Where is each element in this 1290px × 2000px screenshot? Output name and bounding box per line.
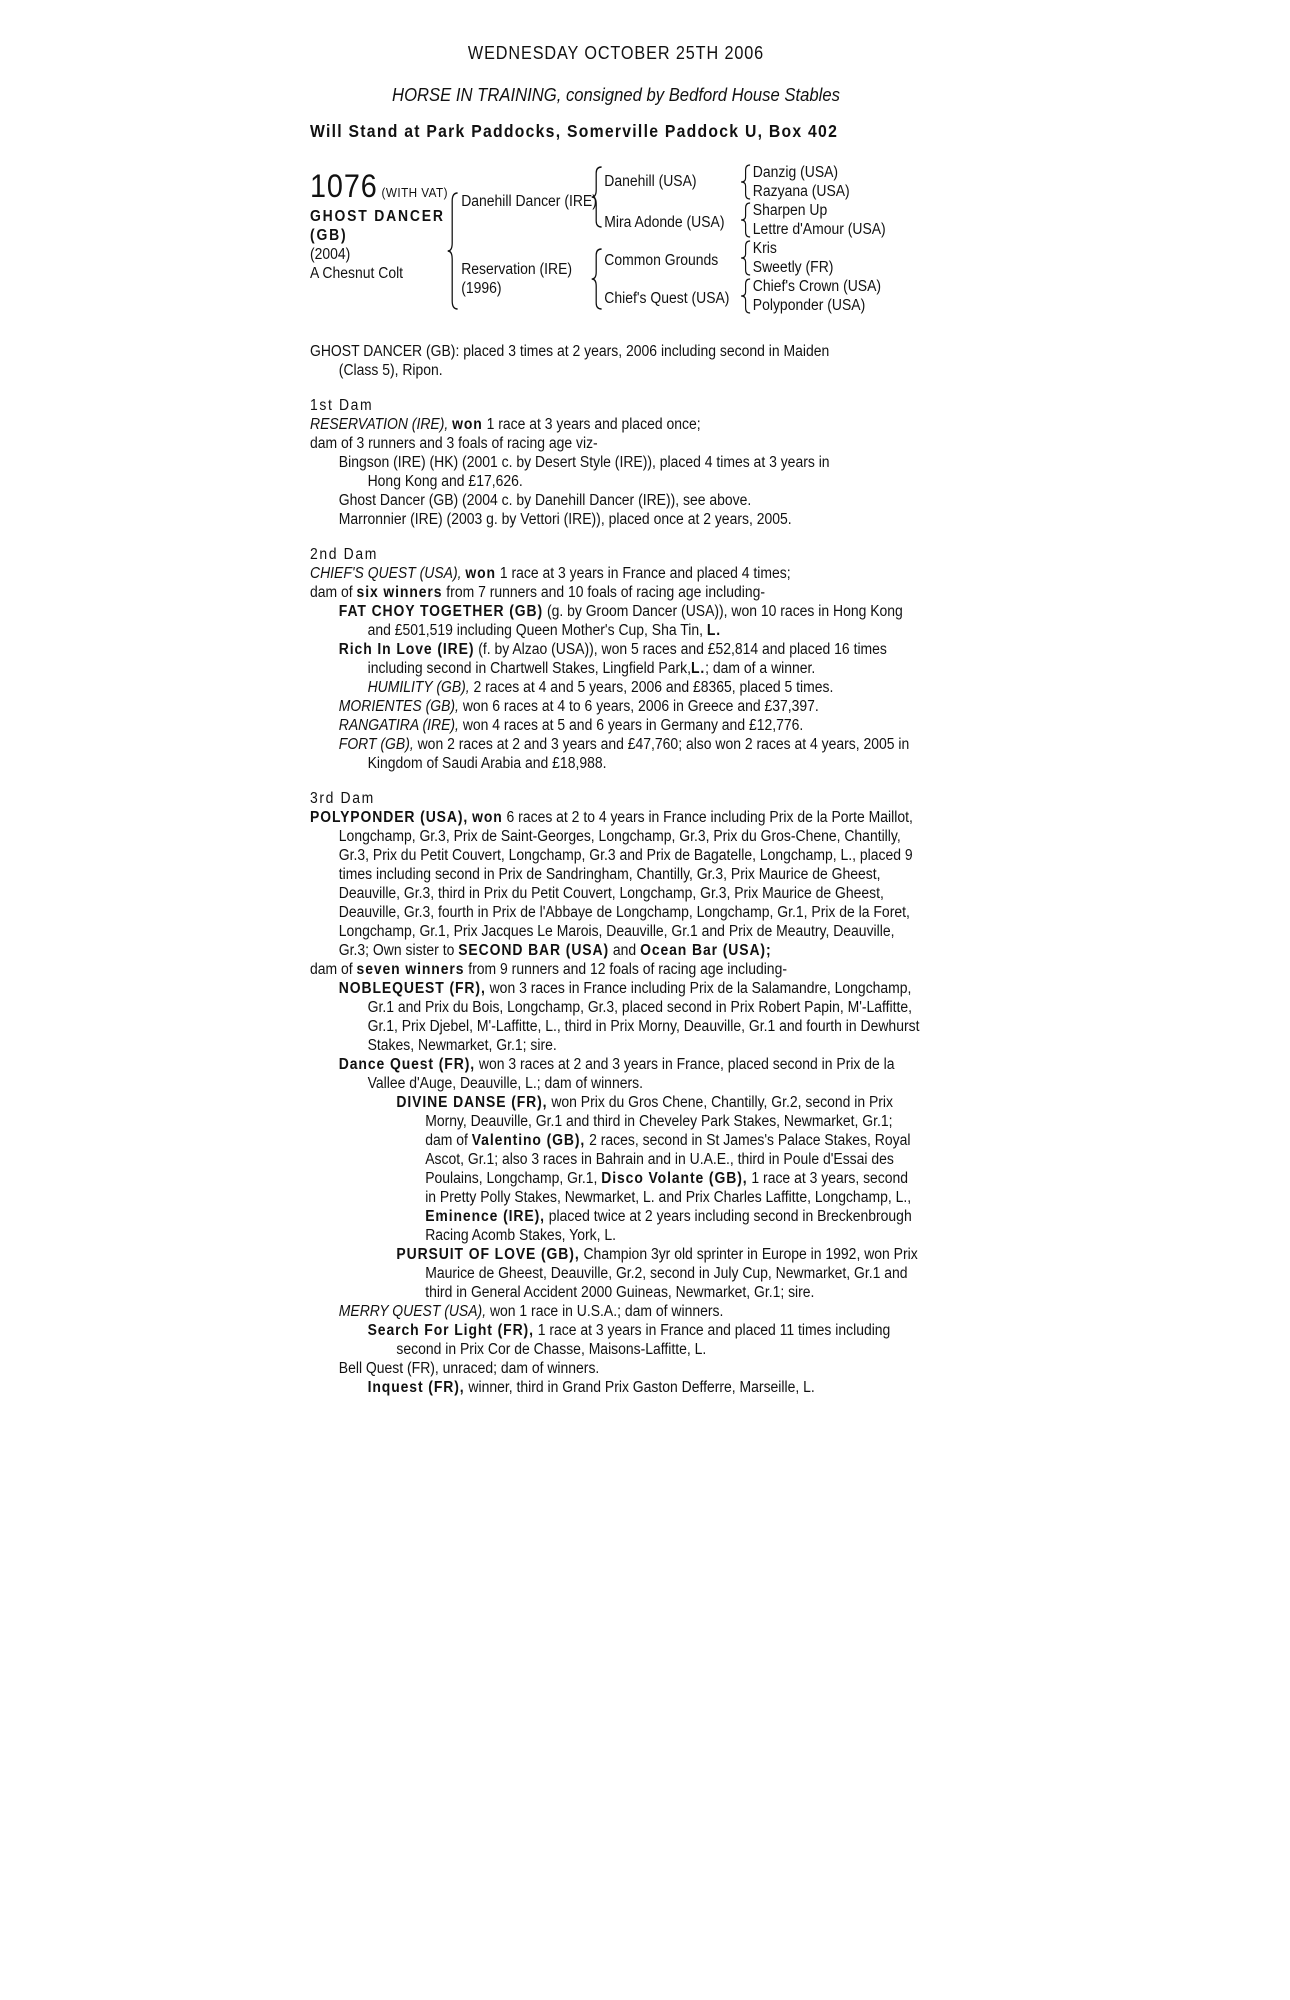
brace-g3 [740,239,751,277]
produce-bingson-cont: Hong Kong and £17,626. [367,473,523,490]
produce-noblequest [310,979,922,1055]
pedigree-sire: Danehill Dancer (IRE) [461,193,597,210]
disco-volante-record: 1 race at 3 years, second in Pretty Polly Stakes, Newmarket, L. and Prix Charles Laffitte, Longchamp, L., [425,1170,912,1206]
humility-name: HUMILITY (GB), [367,679,470,696]
noblequest-name: NOBLEQUEST (FR), [338,980,486,997]
pedigree-g4: Lettre d'Amour (USA) [752,221,886,238]
third-dam-name: POLYPONDER (USA), [310,809,469,826]
consignment-line: HORSE IN TRAINING, consigned by Bedford House Stables [392,84,840,105]
produce-morientes [310,697,922,716]
pedigree-g2: Razyana (USA) [752,183,850,200]
brace-g2 [740,201,751,239]
pedigree-g3: Sharpen Up [752,202,828,219]
produce-ghost-dancer: Ghost Dancer (GB) (2004 c. by Danehill Dancer (IRE)), see above. [338,492,752,509]
pedigree-g5: Kris [752,240,777,257]
race-summary [310,342,922,380]
pursuit-of-love-name: PURSUIT OF LOVE (GB), [396,1246,580,1263]
third-dam-heading: 3rd Dam [310,790,375,807]
third-dam-won: won [472,809,503,826]
third-dam-section [310,789,922,1397]
horse-description: A Chesnut Colt [310,265,404,282]
pedigree-g8: Polyponder (USA) [752,297,866,314]
pedigree-g6: Sweetly (FR) [752,259,834,276]
dance-quest-record: won 3 races at 2 and 3 years in France, placed second in Prix de la Vallee d'Auge, Deauville, L.; dam of winners. [367,1056,895,1092]
first-dam-name: RESERVATION (IRE), [310,416,449,433]
sale-date: WEDNESDAY OCTOBER 25TH 2006 [467,43,765,63]
dam-of-post: from 7 runners and 10 foals of racing age including- [446,584,766,601]
noblequest-record: won 3 races in France including Prix de la Salamandre, Longchamp, Gr.1 and Prix du Bois, Longchamp, Gr.3, placed second in Prix Robert Papin, M'-Laffitte, Gr.1, Prix Djebel, M'-Laffitte, L., third in Prix Morny, Deauville, Gr.1 and fourth in Dewhurst Stakes, Newmarket, Gr.1; sire. [367,980,920,1054]
second-dam-heading: 2nd Dam [310,546,378,563]
produce-fat-choy [310,602,922,640]
third-dam-of-pre: dam of [310,961,353,978]
eminence-name: Eminence (IRE), [425,1208,545,1225]
inquest-record: winner, third in Grand Prix Gaston Defferre, Marseille, L. [468,1379,815,1396]
first-dam-heading: 1st Dam [310,397,374,414]
produce-bingson: Bingson (IRE) (HK) (2001 c. by Desert Style (IRE)), placed 4 times at 3 years in [338,454,830,471]
produce-fort [310,735,922,773]
first-dam-won: won [452,416,483,433]
produce-merry-quest [310,1302,922,1321]
pedigree-dam-sire: Common Grounds [604,252,719,269]
first-dam-section [310,396,922,529]
brace-g1 [740,163,751,201]
stand-location: Will Stand at Park Paddocks, Somerville Paddock U, Box 402 [310,121,839,141]
fat-choy-name: FAT CHOY TOGETHER (GB) [338,603,544,620]
search-for-light-record: 1 race at 3 years in France and placed 11 times including second in Prix Cor de Chasse, Maisons-Laffitte, L. [396,1322,891,1358]
second-dam-section [310,545,922,773]
fat-choy-record: (g. by Groom Dancer (USA)), won 10 races in Hong Kong and £501,519 including Queen Mother's Cup, Sha Tin, [367,603,903,639]
horse-origin: (GB) [310,227,348,244]
second-dam-name: CHIEF'S QUEST (USA), [310,565,462,582]
valentino-name: Valentino (GB), [471,1132,586,1149]
brace-sire-line [591,165,604,229]
eminence-record: placed twice at 2 years including second in Breckenbrough Racing Acomb Stakes, York, L. [425,1208,912,1244]
brace-parents [447,191,460,311]
pedigree-sire-sire: Danehill (USA) [604,173,697,190]
divine-danse-name: DIVINE DANSE (FR), [396,1094,548,1111]
pedigree-g1: Danzig (USA) [752,164,839,181]
valentino-record: 2 races, second in St James's Palace Stakes, Royal Ascot, Gr.1; also 3 races in Bahrain and in U.A.E., third in Poule d'Essai des Poulains, Longchamp, Gr.1, [425,1132,911,1187]
produce-bell-quest: Bell Quest (FR), unraced; dam of winners. [338,1360,600,1377]
own-sister-label: Own sister to [372,942,455,959]
produce-pursuit-of-love [310,1245,922,1302]
morientes-record: won 6 races at 4 to 6 years, 2006 in Greece and £37,397. [462,698,819,715]
lot-number: 1076 [310,168,378,204]
second-dam-intro-rest: 1 race at 3 years in France and placed 4 times; [499,565,791,582]
fort-record: won 2 races at 2 and 3 years and £47,760; also won 2 races at 4 years, 2005 in Kingdom of Saudi Arabia and £18,988. [367,736,910,772]
third-dam-produce-summary [310,960,922,979]
dam-of-winners: six winners [356,584,443,601]
produce-divine-danse [310,1093,922,1245]
fat-choy-listed: L. [706,622,722,639]
first-dam-produce-summary: dam of 3 runners and 3 foals of racing age viz- [310,435,598,452]
second-dam-won: won [465,565,496,582]
produce-rangatira [310,716,922,735]
merry-quest-name: MERRY QUEST (USA), [338,1303,487,1320]
morientes-name: MORIENTES (GB), [338,698,459,715]
produce-humility [310,678,922,697]
inquest-name: Inquest (FR), [367,1379,465,1396]
rangatira-record: won 4 races at 5 and 6 years in Germany and £12,776. [462,717,804,734]
third-dam-winners: seven winners [356,961,465,978]
divine-danse-record: won Prix du Gros Chene, Chantilly, Gr.2, second in Prix Morny, Deauville, Gr.1 and third in Cheveley Park Stakes, Newmarket, Gr.1; dam of [425,1094,894,1149]
horse-name: GHOST DANCER [310,208,445,225]
pedigree-sire-dam: Mira Adonde (USA) [604,214,725,231]
first-dam-intro-rest: 1 race at 3 years and placed once; [486,416,701,433]
catalogue-page [310,44,922,1397]
rangatira-name: RANGATIRA (IRE), [338,717,459,734]
foaling-year: (2004) [310,246,351,263]
dam-of-pre: dam of [310,584,353,601]
summary-line-1: GHOST DANCER (GB): placed 3 times at 2 years, 2006 including second in Maiden [310,343,830,360]
produce-dance-quest [310,1055,922,1093]
brace-dam-line [591,247,604,311]
first-dam-intro [310,415,922,434]
third-dam-of-post: from 9 runners and 12 foals of racing age including- [468,961,787,978]
produce-rich-in-love [310,640,922,678]
disco-volante-name: Disco Volante (GB), [601,1170,748,1187]
summary-line-2: (Class 5), Ripon. [338,362,443,379]
produce-marronnier: Marronnier (IRE) (2003 g. by Vettori (IRE)), placed once at 2 years, 2005. [338,511,792,528]
produce-search-for-light [310,1321,922,1359]
lot-header [310,169,448,203]
pursuit-of-love-record: Champion 3yr old sprinter in Europe in 1992, won Prix Maurice de Gheest, Deauville, Gr.2, second in July Cup, Newmarket, Gr.1 and third in General Accident 2000 Guineas, Newmarket, Gr.1; sire. [425,1246,918,1301]
pedigree-table [310,163,922,328]
second-bar-name: SECOND BAR (USA) [458,942,610,959]
rich-in-love-record: (f. by Alzao (USA)), won 5 races and £52,814 and placed 16 times including second in Chartwell Stakes, Lingfield Park, [367,641,887,677]
pedigree-g7: Chief's Crown (USA) [752,278,882,295]
rich-in-love-end: ; dam of a winner. [705,660,816,677]
second-dam-produce-summary [310,583,922,602]
search-for-light-name: Search For Light (FR), [367,1322,534,1339]
ocean-bar-name: Ocean Bar (USA); [640,942,772,959]
merry-quest-record: won 1 race in U.S.A.; dam of winners. [489,1303,724,1320]
pedigree-dam: Reservation (IRE) [461,261,573,278]
pedigree-dam-dam: Chief's Quest (USA) [604,290,730,307]
pedigree-dam-year: (1996) [461,280,502,297]
lot-vat-note: (WITH VAT) [381,185,449,200]
rich-in-love-name: Rich In Love (IRE) [338,641,475,658]
brace-g4 [740,277,751,315]
second-dam-intro [310,564,922,583]
fort-name: FORT (GB), [338,736,414,753]
third-dam-record [310,808,922,960]
sibling-and: and [612,942,637,959]
third-dam-race-record: 6 races at 2 to 4 years in France including Prix de la Porte Maillot, Longchamp, Gr.3, Prix de Saint-Georges, Longchamp, Gr.3, Prix du Gros-Chene, Chantilly, Gr.3, Prix du Petit Couvert, Longchamp, Gr.3 and Prix de Bagatelle, Longchamp, L., placed 9 times including second in Prix de Sandringham, Chantilly, Gr.3, Prix Maurice de Gheest, Deauville, Gr.3, third in Prix du Petit Couvert, Longchamp, Gr.3, Prix Maurice de Gheest, Deauville, Gr.3, fourth in Prix de l'Abbaye de Longchamp, Longchamp, Gr.1, Prix de la Foret, Longchamp, Gr.1, Prix Jacques Le Marois, Deauville, Gr.1 and Prix de Meautry, Deauville, Gr.3; [338,809,913,959]
rich-in-love-listed: L. [690,660,706,677]
humility-record: 2 races at 4 and 5 years, 2006 and £8365, placed 5 times. [473,679,834,696]
dance-quest-name: Dance Quest (FR), [338,1056,476,1073]
produce-inquest [310,1378,922,1397]
